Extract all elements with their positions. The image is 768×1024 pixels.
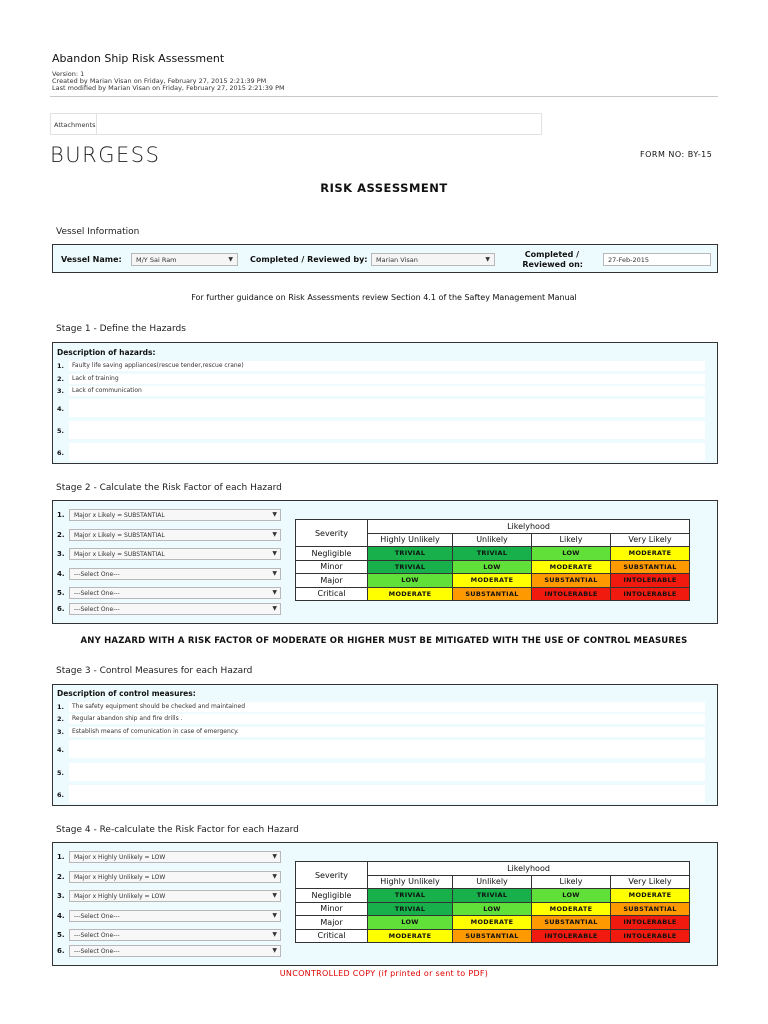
select-value: ---Select One---	[74, 590, 120, 597]
select-value: Major x Likely = SUBSTANTIAL	[74, 512, 165, 519]
control-field-6[interactable]	[69, 785, 705, 803]
stage2-box	[52, 500, 718, 624]
stage4-row-number: 5.	[57, 931, 65, 939]
risk-factor-select-3[interactable]	[69, 548, 281, 560]
hazard-field-2[interactable]: Lack of training	[69, 374, 705, 384]
chevron-down-icon: ▼	[228, 256, 233, 263]
select-value: Major x Highly Unlikely = LOW	[74, 893, 166, 900]
chevron-down-icon: ▼	[272, 531, 277, 538]
risk-cell: SUBSTANTIAL	[532, 574, 611, 588]
stage4-box	[52, 842, 718, 966]
hazard-row-number: 6.	[57, 449, 64, 457]
control-row-number: 1.	[57, 703, 64, 711]
re-risk-factor-select-1[interactable]	[69, 851, 281, 863]
hazard-row-number: 1.	[57, 362, 64, 370]
created-text: Created by Marian Visan on Friday, February 27, 2015 2:21:39 PM	[52, 77, 267, 85]
stage2-row-number: 5.	[57, 589, 65, 597]
likelyhood-header: Likelyhood	[368, 520, 690, 534]
header-divider	[50, 96, 718, 97]
risk-cell: SUBSTANTIAL	[453, 929, 532, 943]
risk-cell: INTOLERABLE	[611, 916, 690, 930]
select-value: Major x Likely = SUBSTANTIAL	[74, 551, 165, 558]
chevron-down-icon: ▼	[272, 931, 277, 938]
chevron-down-icon: ▼	[272, 589, 277, 596]
stage3-label: Stage 3 - Control Measures for each Hazard	[56, 666, 253, 676]
risk-cell: TRIVIAL	[368, 560, 453, 574]
risk-factor-select-5[interactable]	[69, 587, 281, 599]
modified-text: Last modified by Marian Visan on Friday, February 27, 2015 2:21:39 PM	[52, 84, 285, 92]
control-field-1[interactable]: The safety equipment should be checked and maintained	[69, 702, 705, 712]
select-value: ---Select One---	[74, 571, 120, 578]
risk-matrix-table-2	[295, 861, 690, 943]
chevron-down-icon: ▼	[272, 550, 277, 557]
hazard-field-4[interactable]	[69, 399, 705, 417]
column-header: Unlikely	[453, 875, 532, 889]
stage2-label: Stage 2 - Calculate the Risk Factor of each Hazard	[56, 483, 282, 493]
risk-cell: INTOLERABLE	[532, 929, 611, 943]
risk-cell: INTOLERABLE	[611, 574, 690, 588]
stage2-row-number: 6.	[57, 605, 65, 613]
burgess-logo: BURGESS	[50, 143, 161, 167]
risk-cell: SUBSTANTIAL	[611, 560, 690, 574]
severity-row-label: Critical	[296, 587, 368, 601]
chevron-down-icon: ▼	[272, 605, 277, 612]
vessel-info-box	[52, 244, 718, 273]
completed-by-value: Marian Visan	[376, 256, 418, 264]
column-header: Very Likely	[611, 533, 690, 547]
hazards-box	[52, 342, 718, 464]
mitigation-warning: ANY HAZARD WITH A RISK FACTOR OF MODERATE OR HIGHER MUST BE MITIGATED WITH THE USE OF CONTROL MEASURES	[80, 636, 688, 646]
document-title: Abandon Ship Risk Assessment	[52, 52, 225, 65]
control-field-3[interactable]: Establish means of comunication in case of emergency.	[69, 727, 705, 737]
select-value: ---Select One---	[74, 913, 120, 920]
risk-factor-select-2[interactable]	[69, 529, 281, 541]
select-value: ---Select One---	[74, 606, 120, 613]
control-row-number: 6.	[57, 791, 64, 799]
risk-cell: TRIVIAL	[453, 547, 532, 561]
severity-row-label: Critical	[296, 929, 368, 943]
vessel-name-select[interactable]	[131, 253, 238, 266]
risk-cell: MODERATE	[368, 929, 453, 943]
control-field-5[interactable]	[69, 763, 705, 781]
severity-row-label: Major	[296, 916, 368, 930]
risk-cell: MODERATE	[611, 889, 690, 903]
risk-cell: MODERATE	[532, 902, 611, 916]
risk-cell: TRIVIAL	[368, 902, 453, 916]
chevron-down-icon: ▼	[485, 256, 490, 263]
column-header: Highly Unlikely	[368, 533, 453, 547]
risk-cell: INTOLERABLE	[532, 587, 611, 601]
hazard-row-number: 2.	[57, 375, 64, 383]
risk-cell: INTOLERABLE	[611, 929, 690, 943]
stage2-row-number: 2.	[57, 531, 65, 539]
hazard-field-1[interactable]: Faulty life saving appliances(rescue tender,rescue crane)	[69, 361, 705, 371]
risk-cell: SUBSTANTIAL	[453, 587, 532, 601]
likelyhood-header: Likelyhood	[368, 862, 690, 876]
select-value: Major x Highly Unlikely = LOW	[74, 854, 166, 861]
attachments-label: Attachments	[50, 113, 96, 135]
column-header: Likely	[532, 533, 611, 547]
stage4-label: Stage 4 - Re-calculate the Risk Factor for each Hazard	[56, 825, 299, 835]
column-header: Unlikely	[453, 533, 532, 547]
re-risk-factor-select-2[interactable]	[69, 871, 281, 883]
risk-cell: LOW	[368, 916, 453, 930]
completed-by-label: Completed / Reviewed by:	[250, 255, 368, 264]
re-risk-factor-select-4[interactable]	[69, 910, 281, 922]
stage2-row-number: 4.	[57, 570, 65, 578]
severity-row-label: Minor	[296, 560, 368, 574]
risk-cell: TRIVIAL	[368, 547, 453, 561]
risk-factor-select-4[interactable]	[69, 568, 281, 580]
severity-header: Severity	[296, 520, 368, 547]
severity-row-label: Negligible	[296, 889, 368, 903]
risk-cell: MODERATE	[453, 574, 532, 588]
vessel-name-value: M/Y Sai Ram	[136, 256, 177, 264]
risk-cell: MODERATE	[611, 547, 690, 561]
stage2-row-number: 1.	[57, 511, 65, 519]
chevron-down-icon: ▼	[272, 570, 277, 577]
column-header: Very Likely	[611, 875, 690, 889]
control-row-number: 3.	[57, 728, 64, 736]
risk-cell: MODERATE	[453, 916, 532, 930]
hazard-field-6[interactable]	[69, 443, 705, 461]
hazard-row-number: 5.	[57, 427, 64, 435]
re-risk-factor-select-5[interactable]	[69, 929, 281, 941]
control-field-4[interactable]	[69, 740, 705, 758]
completed-on-label-1: Completed /	[524, 250, 579, 259]
re-risk-factor-select-6[interactable]	[69, 945, 281, 957]
risk-cell: MODERATE	[368, 587, 453, 601]
risk-cell: LOW	[532, 889, 611, 903]
select-value: ---Select One---	[74, 948, 120, 955]
completed-on-label-2: Reviewed on:	[522, 260, 583, 269]
stage4-row-number: 3.	[57, 892, 65, 900]
stage4-row-number: 2.	[57, 873, 65, 881]
risk-cell: LOW	[453, 560, 532, 574]
risk-matrix-table	[295, 519, 690, 601]
chevron-down-icon: ▼	[272, 873, 277, 880]
select-value: ---Select One---	[74, 932, 120, 939]
hazard-field-5[interactable]	[69, 421, 705, 439]
stage4-row-number: 4.	[57, 912, 65, 920]
hazard-row-number: 4.	[57, 405, 64, 413]
form-number: FORM NO: BY-15	[640, 150, 713, 159]
column-header: Likely	[532, 875, 611, 889]
severity-header: Severity	[296, 862, 368, 889]
chevron-down-icon: ▼	[272, 511, 277, 518]
page-title: RISK ASSESSMENT	[320, 181, 448, 195]
risk-cell: SUBSTANTIAL	[611, 902, 690, 916]
chevron-down-icon: ▼	[272, 853, 277, 860]
risk-cell: LOW	[368, 574, 453, 588]
column-header: Highly Unlikely	[368, 875, 453, 889]
risk-cell: LOW	[453, 902, 532, 916]
risk-cell: SUBSTANTIAL	[532, 916, 611, 930]
completed-on-date-field[interactable]: 27-Feb-2015	[603, 253, 711, 266]
stage1-label: Stage 1 - Define the Hazards	[56, 324, 186, 334]
risk-cell: MODERATE	[532, 560, 611, 574]
hazard-row-number: 3.	[57, 387, 64, 395]
stage2-row-number: 3.	[57, 550, 65, 558]
control-row-number: 2.	[57, 715, 64, 723]
select-value: Major x Highly Unlikely = LOW	[74, 874, 166, 881]
chevron-down-icon: ▼	[272, 892, 277, 899]
control-row-number: 4.	[57, 746, 64, 754]
completed-by-select[interactable]	[371, 253, 495, 266]
hazards-desc-header: Description of hazards:	[57, 348, 156, 357]
chevron-down-icon: ▼	[272, 947, 277, 954]
risk-cell: INTOLERABLE	[611, 587, 690, 601]
severity-row-label: Negligible	[296, 547, 368, 561]
stage4-row-number: 1.	[57, 853, 65, 861]
select-value: Major x Likely = SUBSTANTIAL	[74, 532, 165, 539]
control-desc-header: Description of control measures:	[57, 689, 196, 698]
attachments-field[interactable]	[96, 113, 542, 135]
vessel-section-label: Vessel Information	[56, 227, 140, 237]
risk-cell: TRIVIAL	[368, 889, 453, 903]
vessel-name-label: Vessel Name:	[61, 255, 122, 264]
risk-cell: LOW	[532, 547, 611, 561]
hazard-field-3[interactable]: Lack of communication	[69, 386, 705, 396]
control-row-number: 5.	[57, 769, 64, 777]
control-field-2[interactable]: Regular abandon ship and fire drills .	[69, 714, 705, 724]
chevron-down-icon: ▼	[272, 912, 277, 919]
uncontrolled-copy-notice: UNCONTROLLED COPY (if printed or sent to PDF)	[279, 969, 489, 978]
risk-factor-select-1[interactable]	[69, 509, 281, 521]
risk-cell: TRIVIAL	[453, 889, 532, 903]
risk-factor-select-6[interactable]	[69, 603, 281, 615]
guidance-text: For further guidance on Risk Assessments review Section 4.1 of the Saftey Management Manual	[191, 293, 577, 302]
control-measures-box	[52, 684, 718, 806]
severity-row-label: Minor	[296, 902, 368, 916]
stage4-row-number: 6.	[57, 947, 65, 955]
re-risk-factor-select-3[interactable]	[69, 890, 281, 902]
severity-row-label: Major	[296, 574, 368, 588]
version-text: Version: 1	[52, 70, 85, 78]
